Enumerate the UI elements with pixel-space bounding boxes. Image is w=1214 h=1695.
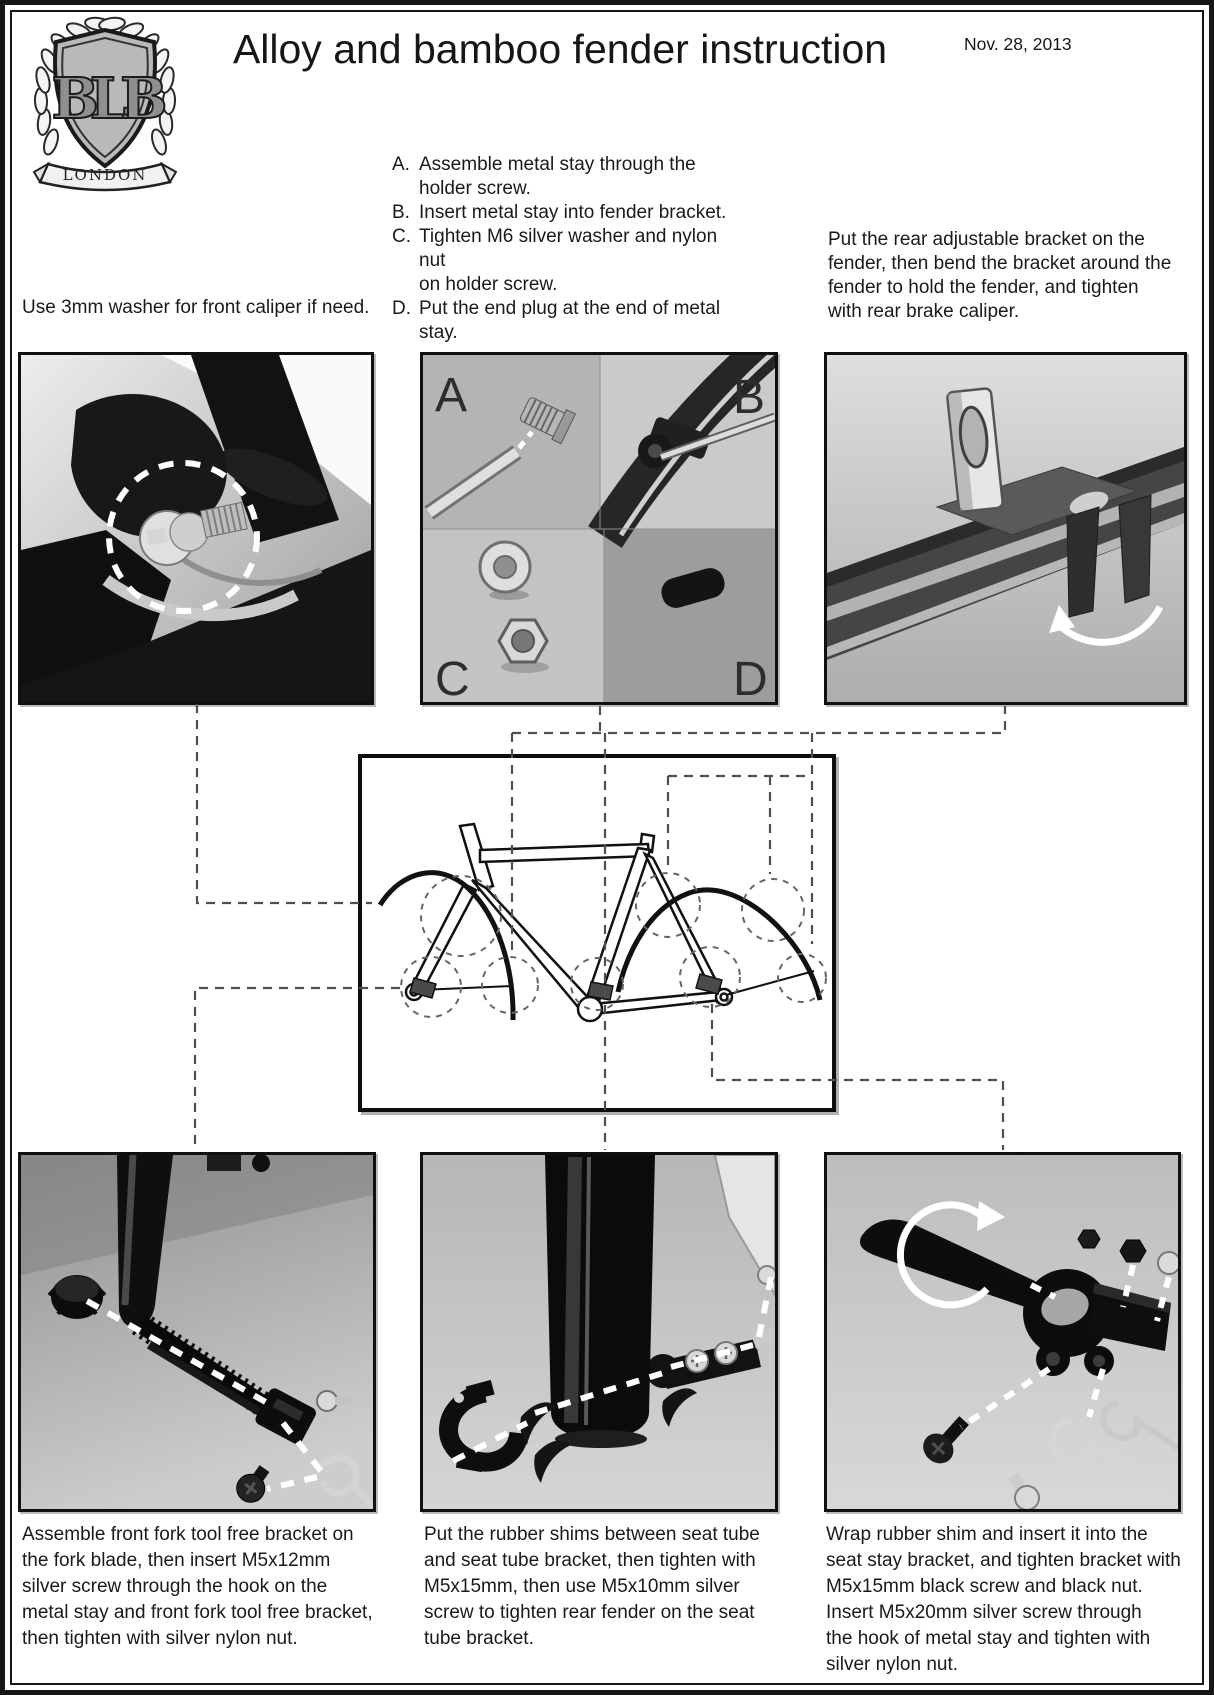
step-b [392, 201, 748, 225]
step-c [392, 225, 748, 297]
assembly-steps [392, 153, 748, 345]
photo-fork-bracket [18, 1152, 376, 1512]
bracket-prong [1119, 495, 1151, 603]
photo-parts-abcd [420, 352, 778, 705]
step-c-text: Tighten M6 silver washer and nylon nut on holder screw. [419, 226, 718, 295]
logo-monogram: BLB [51, 66, 159, 132]
panel-label-d: D [733, 653, 768, 702]
blb-crest-icon [24, 14, 186, 202]
step-a-text: Assemble metal stay through the holder screw. [419, 154, 696, 199]
date: Nov. 28, 2013 [964, 34, 1072, 54]
step-d-text: Put the end plug at the end of metal stay. [419, 298, 721, 343]
step-b-text: Insert metal stay into fender bracket. [419, 202, 727, 223]
photo-seat-tube-shims [420, 1152, 778, 1512]
seat-tube [545, 1155, 655, 1439]
panel-label-a: A [435, 369, 468, 422]
bicycle-overview-diagram [358, 754, 836, 1112]
panel-label-c: C [435, 653, 470, 702]
step-d [392, 297, 748, 345]
logo-banner-text: LONDON [62, 166, 148, 184]
step-c-label: C. [392, 226, 411, 247]
rear-bracket-note: Put the rear adjustable bracket on the fender, then bend the bracket around the fender to hold the fender, and tighten with rear brake caliper. [828, 229, 1172, 322]
caption-seat-stay: Wrap rubber shim and insert it into the seat stay bracket, and tighten bracket with M5x15mm black screw and black nut. Insert M5x20mm silver screw through the hook of metal stay and tighten with silver nylon nut. [826, 1524, 1181, 1675]
caption-fork-bracket: Assemble front fork tool free bracket on the fork blade, then insert M5x12mm silver screw through the hook on the metal stay and front fork tool free bracket, then tighten with silver nylon nut. [22, 1524, 373, 1649]
blb-logo [24, 14, 186, 202]
caption-seat-tube: Put the rubber shims between seat tube and seat tube bracket, then tighten with M5x15mm, then use M5x10mm silver screw to tighten rear fender on the seat tube bracket. [424, 1524, 760, 1649]
photo-seat-stay-bracket [824, 1152, 1181, 1512]
panel-label-b: B [733, 371, 766, 424]
photo-rear-bracket [824, 352, 1187, 705]
step-b-label: B. [392, 202, 410, 223]
front-caliper-note: Use 3mm washer for front caliper if need. [22, 297, 370, 318]
page-title: Alloy and bamboo fender instruction [232, 26, 888, 72]
bike-frame [406, 824, 732, 1021]
step-a [392, 153, 748, 201]
photo-front-caliper-washer [18, 352, 374, 705]
step-a-label: A. [392, 154, 410, 175]
step-d-label: D. [392, 298, 411, 319]
